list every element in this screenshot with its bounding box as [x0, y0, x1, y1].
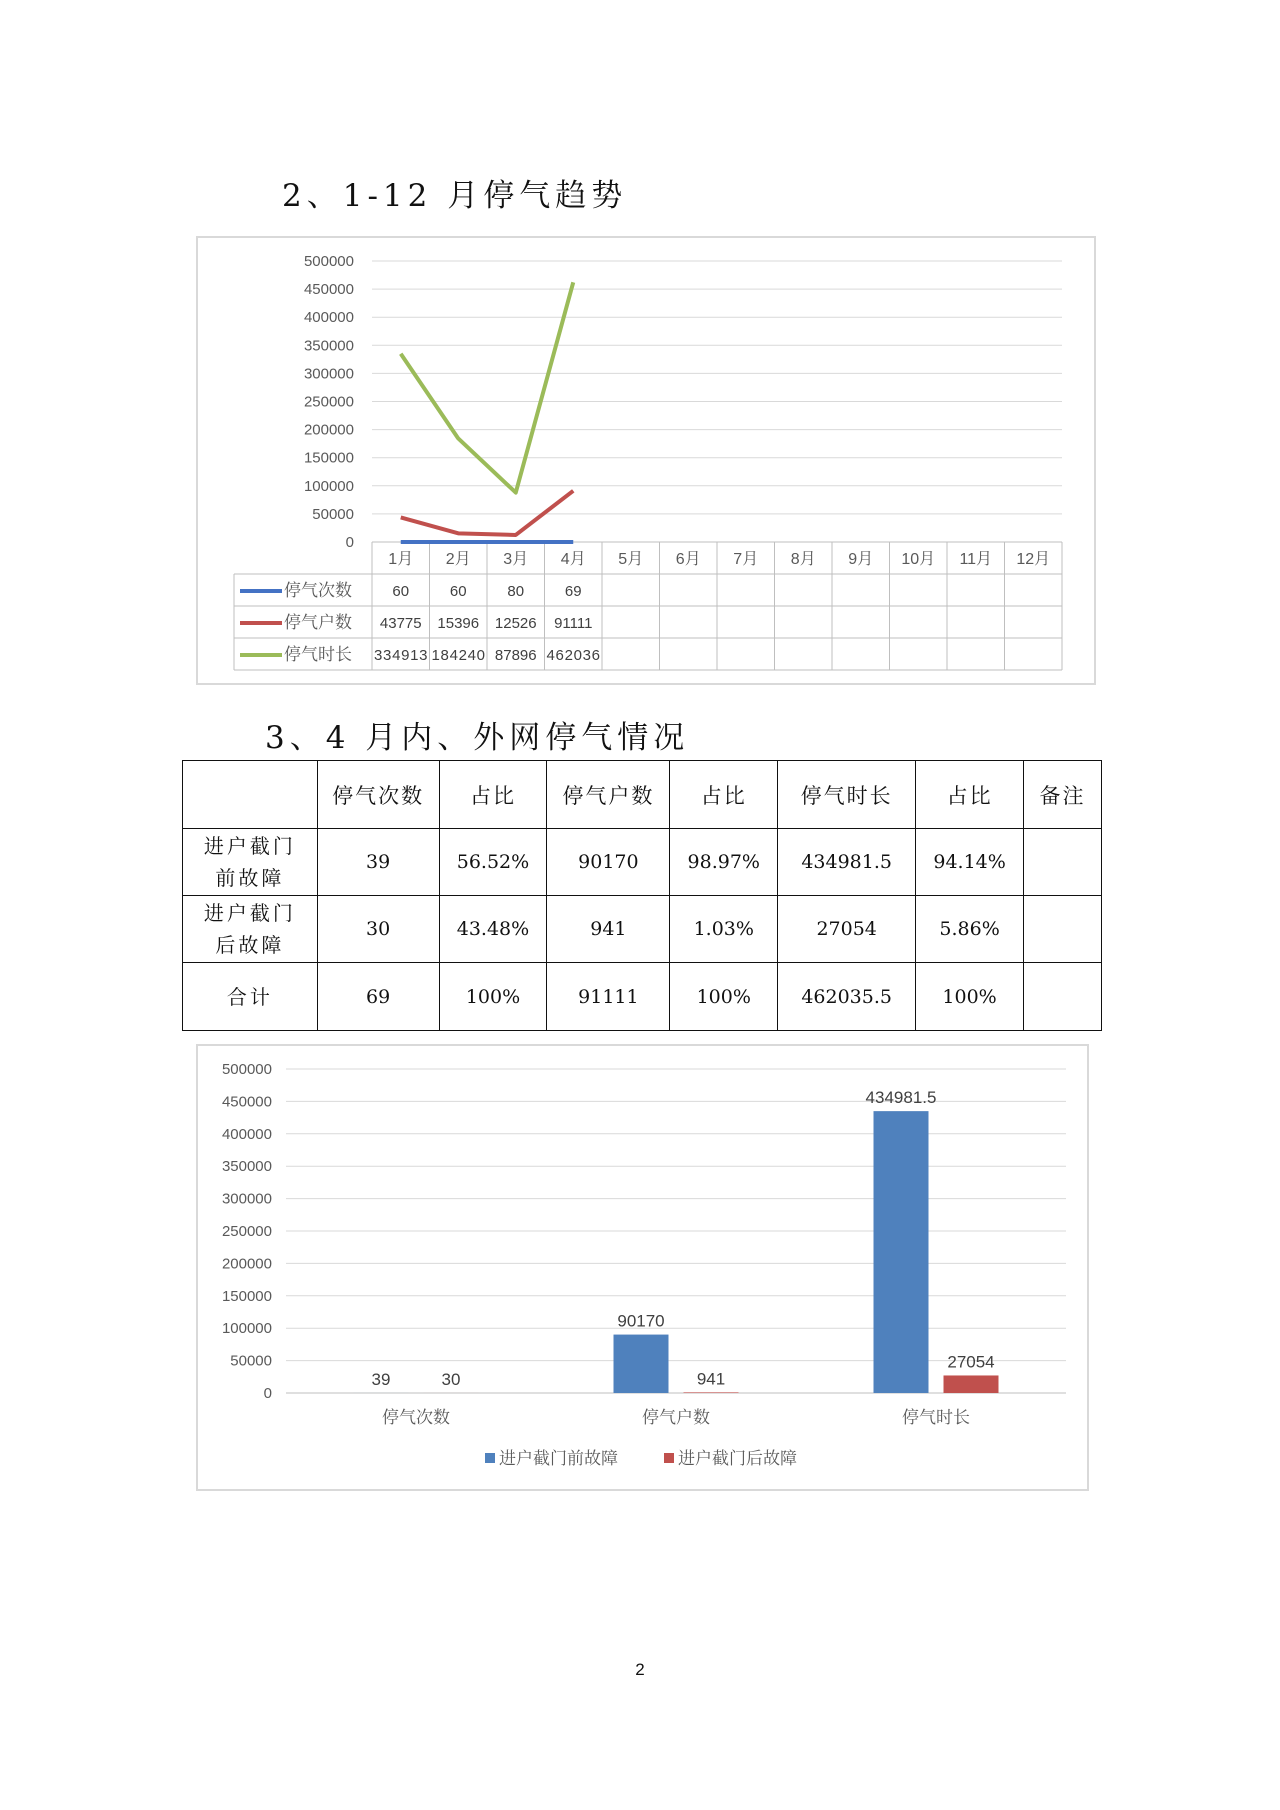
x-tick-label: 3月 — [503, 551, 529, 568]
y-tick-label: 0 — [263, 1385, 272, 1402]
table-cell — [1024, 963, 1102, 1031]
table-cell: 941 — [547, 896, 670, 963]
legend-label: 进户截门后故障 — [678, 1449, 797, 1468]
x-tick-label: 2月 — [445, 551, 471, 568]
row-label: 进户截门 前故障 — [183, 829, 318, 896]
table-row — [183, 896, 1102, 963]
x-tick-label: 7月 — [733, 551, 759, 568]
page-number: 2 — [635, 1660, 645, 1679]
bar-chart-frame — [196, 1044, 1089, 1491]
data-table-value: 69 — [564, 583, 582, 600]
data-table-value: 462036 — [546, 647, 600, 664]
table-cell — [1024, 896, 1102, 963]
legend-key — [485, 1453, 495, 1463]
x-tick-label: 停气次数 — [382, 1408, 450, 1427]
table-header-cell: 停气次数 — [317, 761, 439, 829]
table-row — [183, 829, 1102, 896]
y-tick-label: 200000 — [303, 421, 354, 439]
row-label: 合计 — [183, 963, 318, 1031]
data-label: 941 — [696, 1369, 726, 1389]
y-tick-label: 450000 — [221, 1093, 272, 1111]
x-tick-label: 1月 — [388, 551, 414, 568]
bar — [874, 1111, 929, 1393]
table-header-cell: 停气户数 — [547, 761, 670, 829]
data-table-value: 60 — [449, 583, 467, 600]
data-table-value: 87896 — [494, 647, 537, 664]
trend-line-chart — [198, 238, 1094, 683]
bar — [684, 1392, 739, 1393]
x-tick-label: 10月 — [901, 551, 936, 568]
table-cell: 1.03% — [670, 896, 778, 963]
trend-heading: 2、1-12 月停气趋势 — [282, 178, 628, 214]
y-tick-label: 400000 — [221, 1125, 272, 1143]
data-label: 39 — [371, 1369, 391, 1389]
y-tick-label: 350000 — [303, 337, 354, 355]
table-header-cell: 停气时长 — [778, 761, 916, 829]
data-table-value: 184240 — [431, 647, 485, 664]
table-cell: 43.48% — [439, 896, 547, 963]
y-tick-label: 150000 — [303, 449, 354, 467]
table-row-total — [183, 963, 1102, 1031]
data-label: 30 — [441, 1369, 461, 1389]
series-line — [401, 491, 574, 535]
table-cell: 98.97% — [670, 829, 778, 896]
table-cell: 434981.5 — [778, 829, 916, 896]
y-tick-label: 200000 — [221, 1255, 272, 1273]
data-label: 434981.5 — [865, 1088, 937, 1108]
table-header-cell: 备注 — [1024, 761, 1102, 829]
x-tick-label: 4月 — [560, 551, 586, 568]
y-tick-label: 300000 — [221, 1190, 272, 1208]
legend-label: 进户截门前故障 — [499, 1449, 618, 1468]
series-line — [401, 282, 574, 492]
y-tick-label: 0 — [345, 534, 354, 551]
data-table-value: 80 — [507, 583, 525, 600]
y-tick-label: 500000 — [303, 253, 354, 270]
table-cell: 462035.5 — [778, 963, 916, 1031]
data-table-value: 60 — [392, 583, 410, 600]
data-label: 90170 — [617, 1311, 665, 1331]
x-tick-label: 5月 — [618, 551, 644, 568]
outage-table — [182, 760, 1102, 1031]
table-cell: 30 — [317, 896, 439, 963]
y-tick-label: 50000 — [230, 1352, 272, 1370]
x-tick-label: 11月 — [959, 551, 993, 568]
data-table-value: 15396 — [437, 615, 480, 632]
legend-key — [664, 1453, 674, 1463]
table-cell: 69 — [317, 963, 439, 1031]
y-tick-label: 250000 — [303, 393, 354, 411]
fault-bar-chart — [198, 1046, 1087, 1489]
y-tick-label: 450000 — [303, 281, 354, 299]
trend-chart-frame — [196, 236, 1096, 685]
row-label: 进户截门 后故障 — [183, 896, 318, 963]
x-tick-label: 12月 — [1016, 551, 1051, 568]
table-cell: 94.14% — [916, 829, 1024, 896]
series-name: 停气时长 — [284, 645, 352, 664]
table-cell: 56.52% — [439, 829, 547, 896]
data-table-value: 334913 — [374, 647, 428, 664]
y-tick-label: 50000 — [312, 505, 354, 523]
y-tick-label: 150000 — [221, 1287, 272, 1305]
table-header-cell: 占比 — [670, 761, 778, 829]
table-cell: 5.86% — [916, 896, 1024, 963]
table-cell: 90170 — [547, 829, 670, 896]
x-tick-label: 停气时长 — [902, 1408, 970, 1427]
y-tick-label: 100000 — [303, 477, 354, 495]
y-tick-label: 400000 — [303, 309, 354, 327]
table-header-cell — [183, 761, 318, 829]
y-tick-label: 500000 — [221, 1061, 272, 1078]
x-tick-label: 停气户数 — [642, 1408, 710, 1427]
y-tick-label: 350000 — [221, 1158, 272, 1176]
series-name: 停气次数 — [284, 581, 352, 600]
table-cell — [1024, 829, 1102, 896]
bar — [944, 1375, 999, 1393]
series-name: 停气户数 — [284, 613, 352, 632]
table-header-cell: 占比 — [916, 761, 1024, 829]
table-cell: 27054 — [778, 896, 916, 963]
x-tick-label: 8月 — [790, 551, 816, 568]
table-cell: 91111 — [547, 963, 670, 1031]
data-table-value: 43775 — [379, 615, 422, 632]
bar — [614, 1335, 669, 1393]
table-cell: 39 — [317, 829, 439, 896]
table-cell: 100% — [916, 963, 1024, 1031]
x-tick-label: 9月 — [848, 551, 874, 568]
table-header-cell: 占比 — [439, 761, 547, 829]
table-header-row — [183, 761, 1102, 829]
table-cell: 100% — [670, 963, 778, 1031]
data-table-value: 91111 — [554, 615, 593, 632]
x-tick-label: 6月 — [675, 551, 701, 568]
data-table-value: 12526 — [494, 615, 537, 632]
table-cell: 100% — [439, 963, 547, 1031]
y-tick-label: 250000 — [221, 1223, 272, 1240]
y-tick-label: 300000 — [303, 365, 354, 383]
inout-heading: 3、4 月内、外网停气情况 — [265, 720, 690, 756]
data-label: 27054 — [947, 1352, 995, 1372]
y-tick-label: 100000 — [221, 1320, 272, 1338]
